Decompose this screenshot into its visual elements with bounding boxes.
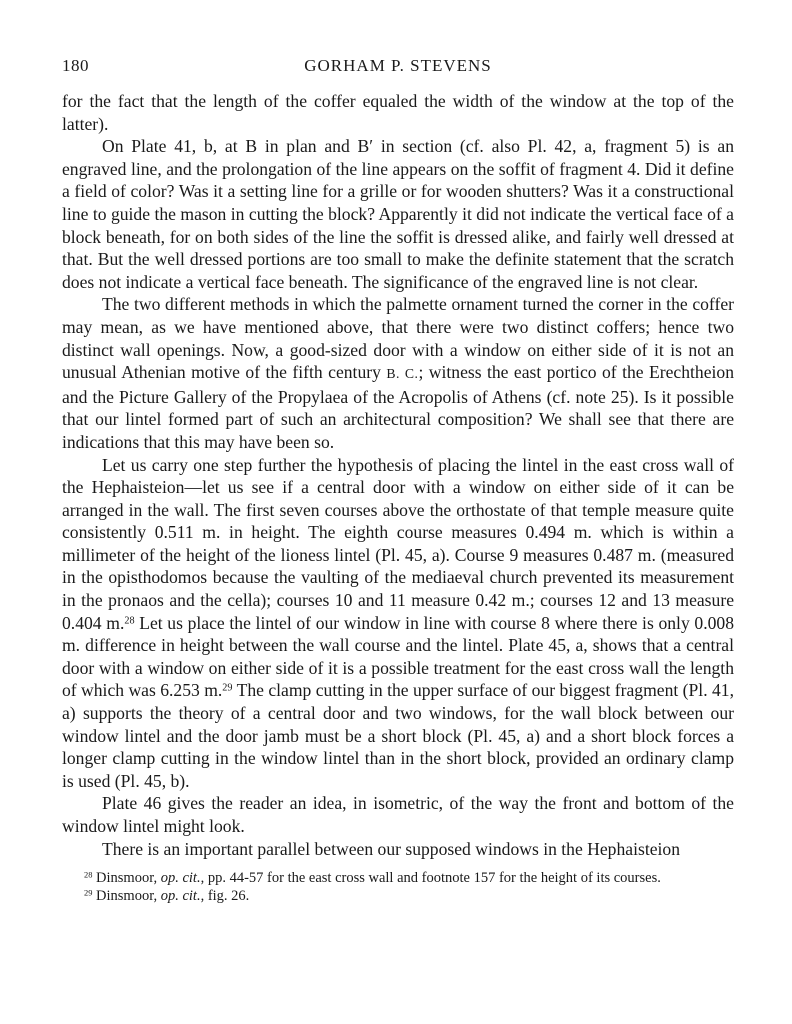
body-text bbox=[62, 90, 734, 860]
paragraph-palmette bbox=[62, 293, 734, 453]
footnote-text: , pp. 44-57 for the east cross wall and footnote 157 for the height of its courses. bbox=[200, 870, 661, 887]
footnotes bbox=[62, 870, 734, 905]
paragraph-text: Let us carry one step further the hypothesis of placing the lintel in the east cross wall of the Hephaisteion—let us see if a central door with a window on either side of it can be arranged in the wall. The first seven courses above the orthostate of that temple measure quite consistently 0.511 m. in height. The eighth course measures 0.494 m. which is within a millimeter of the height of the lioness lintel (Pl. 45, a). Course 9 measures 0.487 m. (measured in the opisthodomos because the vaulting of the mediaeval church prevented its measurement in the pronaos and the cella); courses 10 and 11 measure 0.42 m.; courses 12 and 13 measure 0.404 m. bbox=[62, 454, 734, 633]
paragraph-engraved-line: On Plate 41, b, at B in plan and B′ in section (cf. also Pl. 42, a, fragment 5) is an engraved line, and the prolongation of the line appears on the soffit of fragment 4. Did it define a field of color? Was it a setting line for a grille or for wooden shutters? Was it a constructional line to guide the mason in cutting the block? Apparently it did not indicate the vertical face of a block beneath, for on both sides of the line the soffit is dressed alike, and fairly well dressed at that. But the well dressed portions are too small to make the definite statement that the scratch does not indicate a vertical face beneath. The significance of the engraved line is not clear. bbox=[62, 136, 734, 292]
paragraph-continued: for the fact that the length of the coffer equaled the width of the window at the top of the latter). bbox=[62, 91, 734, 134]
footnote-28 bbox=[62, 870, 734, 888]
footnote-text: Dinsmoor, bbox=[92, 887, 161, 904]
paragraph-plate-46: Plate 46 gives the reader an idea, in isometric, of the way the front and bottom of the window lintel might look. bbox=[62, 793, 734, 836]
paragraph-text: ; witness the east portico of the Erechtheion and the Picture Gallery of the Propylaea of the Acropolis of Athens (cf. note 25). Is it possible that our lintel formed part of such an architectural composition? We shall see that there are indications that this may have been so. bbox=[62, 362, 734, 452]
author-running-head: GORHAM P. STEVENS bbox=[304, 56, 492, 75]
page bbox=[62, 56, 734, 905]
paragraph-text: The clamp cutting in the upper surface of our biggest fragment (Pl. 41, a) supports the theory of a central door and two windows, for the wall block between our window lintel and the door jamb must be a short block (Pl. 45, a) and a short block forces a longer clamp cutting in the window lintel than in the short block, provided an ordinary clamp is used (Pl. 45, b). bbox=[62, 680, 734, 791]
footnote-ref-28[interactable]: 28 bbox=[124, 615, 135, 627]
paragraph-parallel: There is an important parallel between our supposed windows in the Hephaisteion bbox=[102, 838, 680, 859]
footnote-number: 29 bbox=[84, 888, 93, 898]
footnote-text: Dinsmoor, bbox=[92, 870, 161, 887]
footnote-citation: op. cit. bbox=[160, 887, 201, 904]
era-abbreviation: B. C. bbox=[386, 366, 419, 382]
page-number: 180 bbox=[62, 56, 89, 75]
paragraph-text: Let us place the lintel of our window in line with course 8 where there is only 0.008 m. difference in height between the wall course and the lintel. Plate 45, a, shows that a central door with a window on either side of it is a possible treatment for the east cross wall the length of which was 6.253 m. bbox=[62, 612, 734, 701]
footnote-number: 28 bbox=[84, 870, 93, 880]
running-head bbox=[62, 56, 734, 82]
footnote-text: , fig. 26. bbox=[200, 887, 250, 904]
footnote-29 bbox=[62, 888, 734, 906]
paragraph-hypothesis bbox=[62, 454, 734, 793]
paragraph-text: The two different methods in which the palmette ornament turned the corner in the coffer may mean, as we have mentioned above, that there were two distinct coffers; hence two distinct wall openings. Now, a good-sized door with a window on either side of it is not an unusual Athenian motive of the fifth century bbox=[62, 294, 734, 383]
footnote-citation: op. cit. bbox=[160, 870, 201, 887]
footnote-ref-29[interactable]: 29 bbox=[222, 682, 233, 694]
